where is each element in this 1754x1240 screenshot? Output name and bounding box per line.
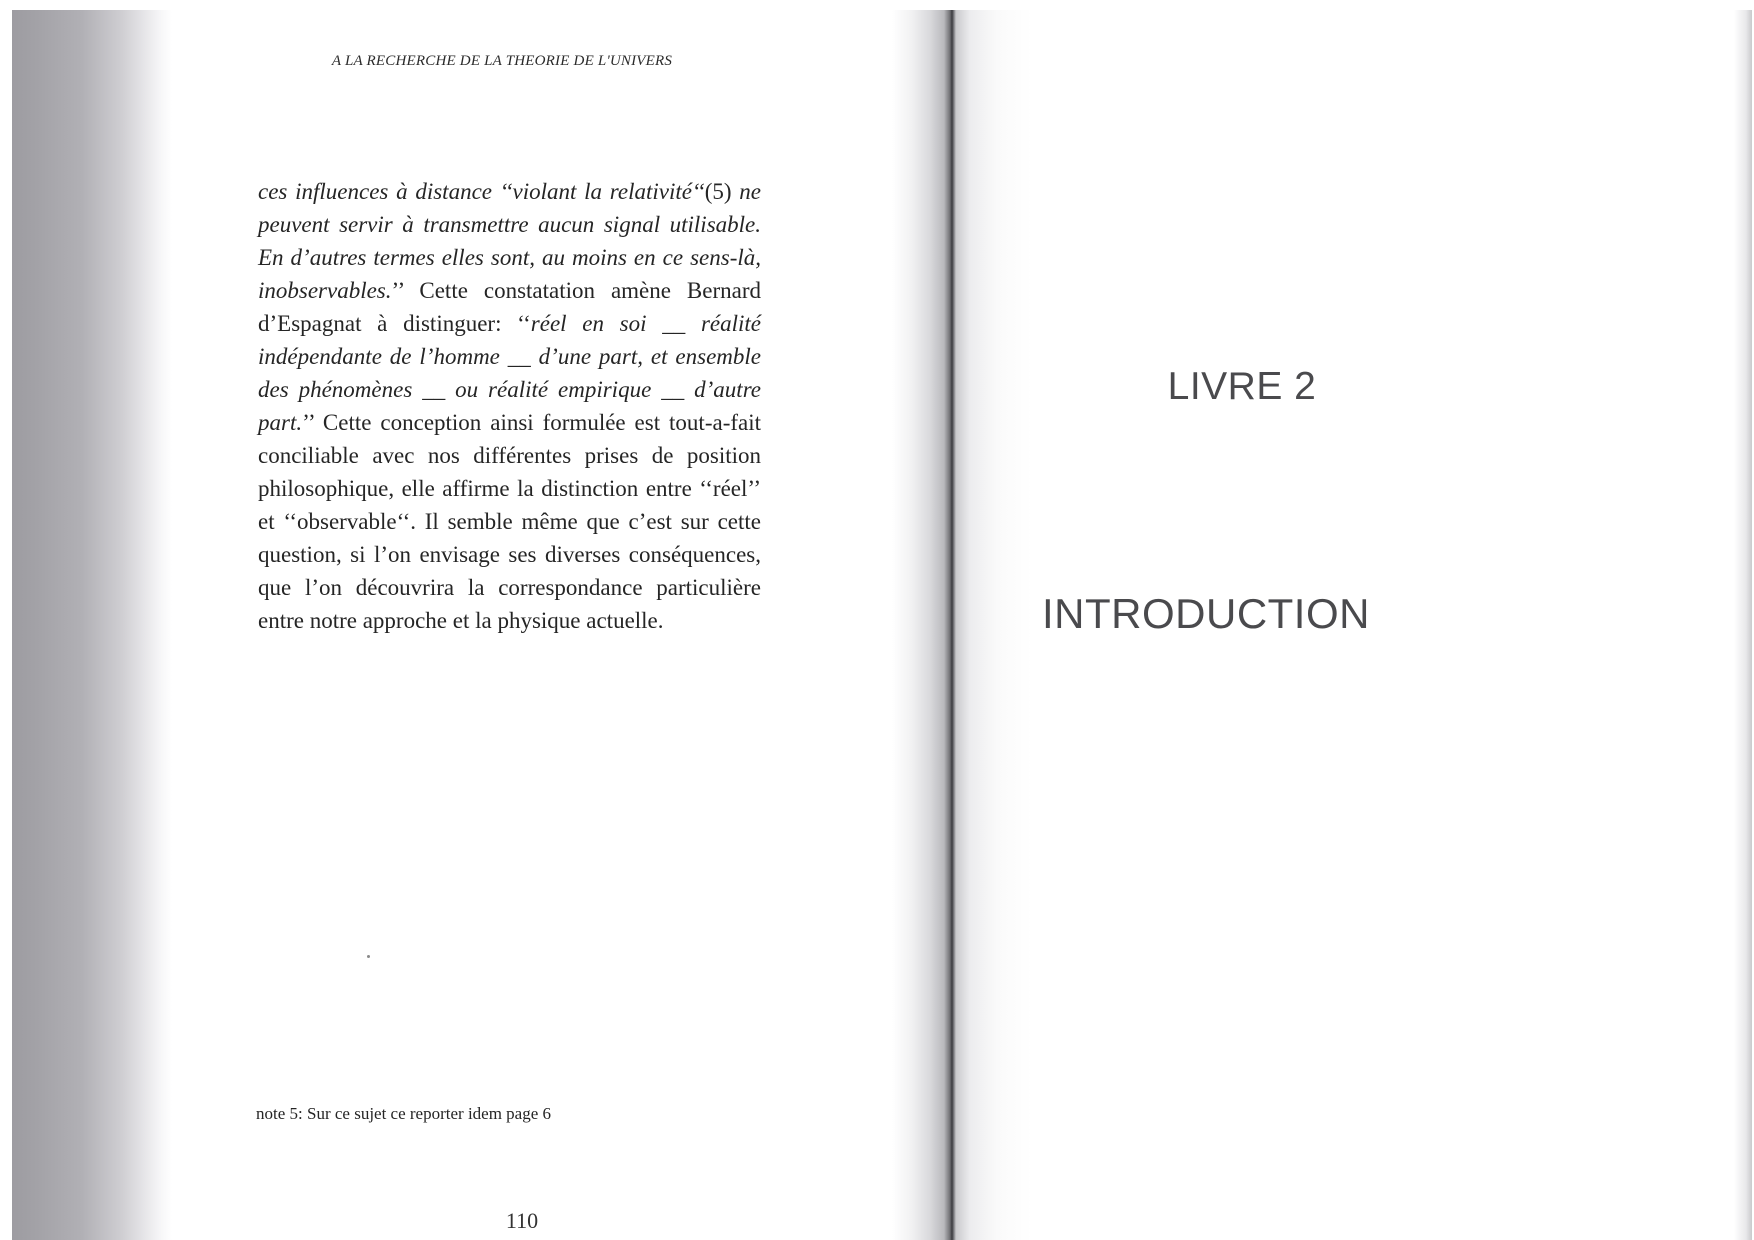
section-title: INTRODUCTION xyxy=(1042,590,1370,637)
body-text xyxy=(258,175,761,637)
left-edge-shadow xyxy=(12,10,172,1240)
gutter-shadow xyxy=(892,10,1032,1240)
running-head: A LA RECHERCHE DE LA THEORIE DE L'UNIVERS xyxy=(331,53,673,69)
page-number: 110 xyxy=(505,1208,539,1233)
right-edge-shadow xyxy=(1734,10,1752,1240)
text-segment-1: ’’ Cette constatation amène Bernard d’Espagnat à distinguer: ‘‘ xyxy=(258,278,761,336)
book-title: LIVRE 2 xyxy=(1167,365,1317,408)
quote-segment-2: ne peuvent servir à transmettre aucun signal utilisable. En d’autres termes elles sont, au moins en ce sens-là, inobservables. xyxy=(258,179,761,303)
body-paragraph xyxy=(258,175,761,637)
footnote-ref: (5) xyxy=(704,179,740,204)
quote-segment-3: réel en soi __ réalité indépendante de l’homme __ d’une part, et ensemble des phénomènes __ ou réalité empirique __ d’autre part. xyxy=(258,311,761,435)
quote-segment-1: ces influences à distance ‘‘violant la relativité‘‘ xyxy=(258,179,705,204)
scan-speck xyxy=(367,955,370,958)
footnote: note 5: Sur ce sujet ce reporter idem page 6 xyxy=(256,1104,552,1123)
text-segment-2: ’’ Cette conception ainsi formulée est tout-a-fait conciliable avec nos différentes prises de position philosophique, elle affirme la distinction entre ‘‘réel’’ et ‘‘observable‘‘. Il semble même que c’est sur cette question, si l’on envisage ses diverses conséquences, que l’on découvrira la correspondance particulière entre notre approche et la physique actuelle. xyxy=(258,410,761,633)
book-spread xyxy=(12,10,1752,1240)
